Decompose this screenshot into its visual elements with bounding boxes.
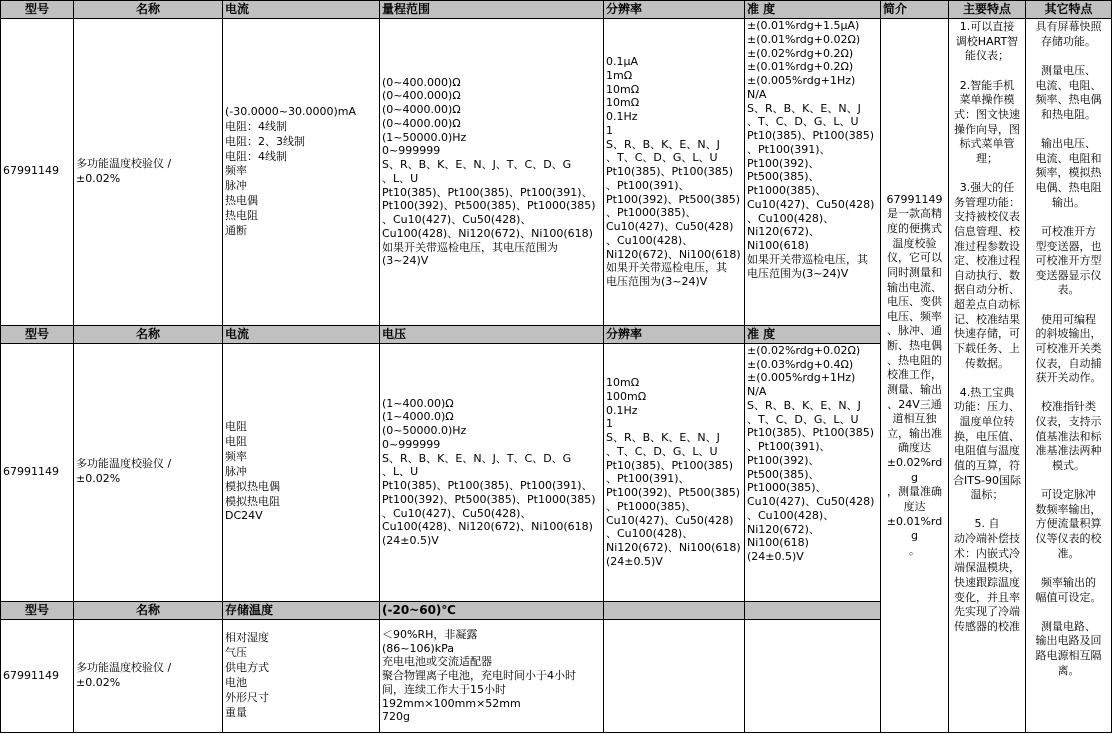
header-storage-temp: 存储温度	[223, 601, 380, 619]
s2-name: 多功能温度校验仪 / ±0.02%	[74, 343, 223, 601]
s2-accuracy: ±(0.02%rdg+0.02Ω) ±(0.03%rdg+0.4Ω) ±(0.005%rdg+1Hz) N/A S、R、B、K、E、N、J 、T、C、D、G、L、U Pt10(385)、Pt100(385) 、Pt100(391)、 Pt100(392)、 Pt500(385)、 Pt1000(385)、 Cu10(427)、Cu50(428) 、Cu100(428)、 Ni120(672)、 Ni100(618) (24±0.5)V	[745, 343, 881, 601]
header-accuracy: 准 度	[745, 1, 881, 19]
header-resolution-2: 分辨率	[604, 325, 745, 343]
header-range: 量程范围	[380, 1, 604, 19]
header-features: 主要特点	[949, 1, 1026, 19]
s1-accuracy: ±(0.01%rdg+1.5μA) ±(0.01%rdg+0.02Ω) ±(0.02%rdg+0.2Ω) ±(0.01%rdg+0.2Ω) ±(0.005%rdg+1Hz) N/A S、R、B、K、E、N、J 、T、C、D、G、L、U Pt10(385)、Pt100(385) 、Pt100(391)、 Pt100(392)、 Pt500(385)、 Pt1000(385)、 Cu10(427)、Cu50(428) 、Cu100(428)、 Ni120(672)、 Ni100(618) 如果开关带巡检电压，其 电压范围为(3~24)V	[745, 19, 881, 326]
header-model-2: 型号	[1, 325, 74, 343]
s3-name: 多功能温度校验仪 / ±0.02%	[74, 620, 223, 733]
s2-model: 67991149	[1, 343, 74, 601]
s3-params: 相对湿度 气压 供电方式 电池 外形尺寸 重量	[223, 620, 380, 733]
header-current-2: 电流	[223, 325, 380, 343]
data-row-1	[1, 19, 1112, 326]
header-model-3: 型号	[1, 601, 74, 619]
s1-range: (0~400.000)Ω (0~400.000)Ω (0~4000.00)Ω (0~4000.00)Ω (1~50000.0)Hz 0~999999 S、R、B、K、E、N、J、T、C、D、G 、L、U Pt10(385)、Pt100(385)、Pt100(391)、 Pt100(392)、Pt500(385)、Pt1000(385) 、Cu10(427)、Cu50(428)、 Cu100(428)、Ni120(672)、Ni100(618) 如果开关带巡检电压，其电压范围为 (3~24)V	[380, 19, 604, 326]
s2-range: (1~400.00)Ω (1~4000.0)Ω (0~50000.0)Hz 0~999999 S、R、B、K、E、N、J、T、C、D、G 、L、U Pt10(385)、Pt100(385)、Pt100(391)、 Pt100(392)、Pt500(385)、Pt1000(385) 、Cu10(427)、Cu50(428)、 Cu100(428)、Ni120(672)、Ni100(618) (24±0.5)V	[380, 343, 604, 601]
s2-params: 电阻 电阻 频率 脉冲 模拟热电偶 模拟热电阻 DC24V	[223, 343, 380, 601]
header-current: 电流	[223, 1, 380, 19]
empty-cell	[604, 601, 745, 619]
features-cell: 1.可以直接 调校HART智 能仪表； 2.智能手机 菜单操作模 式：图文快速 操作向导，图 标式菜单管 理； 3.强大的任 务管理功能： 支持被校仪表 信息管理、校 准过程参数设 定、校准过程 自动执行、数 据自动分析、 超差点自动标 记、校准结果 快速存储，可 下载任务、上 传数据。 4.热工宝典 功能：压力、 温度单位转 换，电压值、 电阻值与温度 值的互算，符 合ITS-90国际 温标； 5. 自 动冷端补偿技 术：内嵌式冷 端保温模块， 快速跟踪温度 变化，并且率 先实现了冷端 传感器的校准	[949, 19, 1026, 733]
header-model: 型号	[1, 1, 74, 19]
header-intro: 简介	[881, 1, 949, 19]
header-row-1	[1, 1, 1112, 19]
s1-params: (-30.0000~30.0000)mA 电阻：4线制 电阻：2、3线制 电阻：4线制 频率 脉冲 热电偶 热电阻 通断	[223, 19, 380, 326]
storage-temp-value: (-20~60)℃	[380, 601, 604, 619]
header-resolution: 分辨率	[604, 1, 745, 19]
other-cell: 具有屏幕快照 存储功能。 测量电压、 电流、电阻、 频率、热电偶 和热电阻。 输出电压、 电流、电阻和 频率，模拟热 电偶、热电阻 输出。 可校准开方 型变送器，也 可校准开方型 变送器显示仪 表。 使用可编程 的斜坡输出， 可校准开关类 仪表，自动捕 获开关动作。 校准指针类 仪表，支持示 值基准法和标 准基准法两种 模式。 可设定脉冲 数频率输出， 方便流量积算 仪等仪表的校 准。 频率输出的 幅值可设定。 测量电路、 输出电路及回 路电源相互隔 离。	[1026, 19, 1112, 733]
header-voltage: 电压	[380, 325, 604, 343]
header-other: 其它特点	[1026, 1, 1112, 19]
s2-resolution: 10mΩ 100mΩ 0.1Hz 1 S、R、B、K、E、N、J 、T、C、D、G、L、U Pt10(385)、Pt100(385) 、Pt100(391)、 Pt100(392)、Pt500(385) 、Pt1000(385)、 Cu10(427)、Cu50(428) 、Cu100(428)、 Ni120(672)、Ni100(618) (24±0.5)V	[604, 343, 745, 601]
header-name: 名称	[74, 1, 223, 19]
s1-model: 67991149	[1, 19, 74, 326]
s1-name: 多功能温度校验仪 / ±0.02%	[74, 19, 223, 326]
s3-values: ＜90%RH，非凝露 (86~106)kPa 充电电池或交流适配器 聚合物锂离子电池，充电时间小于4小时 间，连续工作大于15小时 192mm×100mm×52mm 720g	[380, 620, 604, 733]
intro-cell: 67991149 是一款高精 度的便携式 温度校验 仪，它可以 同时测量和 输出电流、 电压、变供 电压、频率 、脉冲、通 断、热电偶 、热电阻的 校准工作， 测量、输出 、24V三通 道相互独 立，输出准 确度达 ±0.02%rdg ，测量准确 度达 ±0.01%rdg 。	[881, 19, 949, 733]
header-name-3: 名称	[74, 601, 223, 619]
empty-cell	[745, 620, 881, 733]
s3-model: 67991149	[1, 620, 74, 733]
header-name-2: 名称	[74, 325, 223, 343]
s1-resolution: 0.1μA 1mΩ 10mΩ 10mΩ 0.1Hz 1 S、R、B、K、E、N、J 、T、C、D、G、L、U Pt10(385)、Pt100(385) 、Pt100(391)、 Pt100(392)、Pt500(385) 、Pt1000(385)、 Cu10(427)、Cu50(428) 、Cu100(428)、 Ni120(672)、Ni100(618) 如果开关带巡检电压，其 电压范围为(3~24)V	[604, 19, 745, 326]
empty-cell	[604, 620, 745, 733]
empty-cell	[745, 601, 881, 619]
header-accuracy-2: 准 度	[745, 325, 881, 343]
